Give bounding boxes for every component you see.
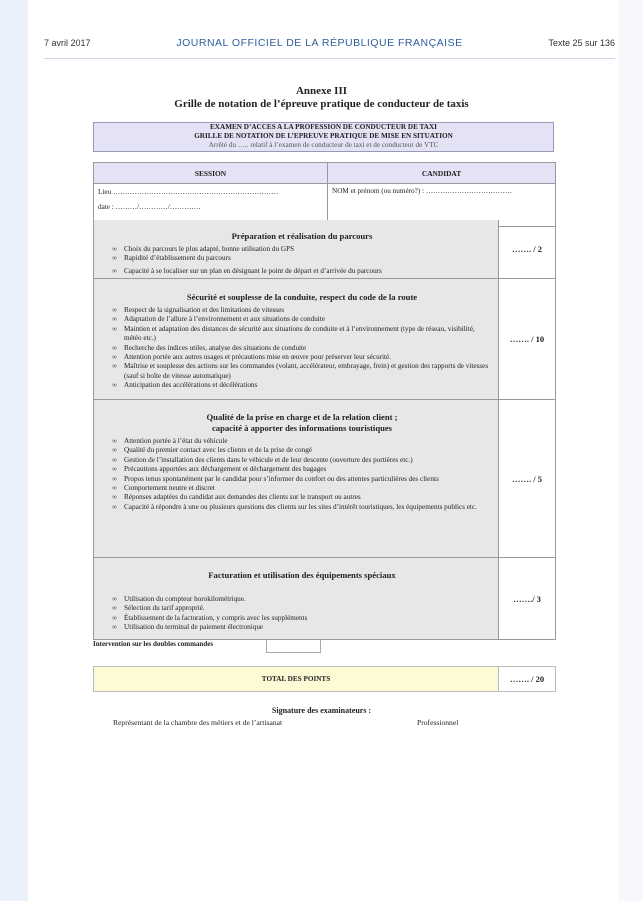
header-texte-number: Texte 25 sur 136 <box>548 38 615 48</box>
bullet-icon: ∞ <box>112 484 117 493</box>
list-item: ∞ Adaptation de l’allure à l’environnement et aux situations de conduite <box>112 315 325 324</box>
total-points-label: TOTAL DES POINTS <box>94 667 499 691</box>
criterion-title: Préparation et réalisation du parcours <box>231 231 373 241</box>
list-item: ∞ Rapidité d’établissement du parcours <box>112 254 231 263</box>
criterion-block-parcours <box>93 220 556 279</box>
exam-box-arrete: Arrêté du ….. relatif à l’examen de conducteur de taxi et de conducteur de VTC <box>208 141 439 149</box>
intervention-label: Intervention sur les doubles commandes <box>93 640 214 648</box>
list-item: ∞ Précautions apportées aux déchargement et déchargement des bagages <box>112 465 327 474</box>
criterion-score: ……./ 3 <box>513 593 541 604</box>
criterion-score: ……. / 10 <box>509 334 545 344</box>
criterion-description <box>94 279 499 399</box>
criterion-title: Facturation et utilisation des équipements spéciaux <box>208 570 396 580</box>
criterion-block-facturation <box>93 558 556 640</box>
criterion-title: Qualité de la prise en charge et de la relation client ; <box>206 412 398 422</box>
bullet-icon: ∞ <box>112 245 117 253</box>
bullet-icon: ∞ <box>112 493 117 502</box>
criterion-score: ……. / 2 <box>512 244 542 254</box>
intervention-box <box>266 640 321 653</box>
list-item: ∞ Sélection du tarif approprié. <box>112 604 205 613</box>
criterion-title: Sécurité et souplesse de la conduite, respect du code de la route <box>186 292 418 302</box>
bullet-icon: ∞ <box>112 446 117 455</box>
list-item: ∞ Attention portée à l’état du véhicule <box>112 437 228 445</box>
bullet-icon: ∞ <box>112 254 117 263</box>
lieu-field: Lieu …………………………………………………………… <box>98 188 279 196</box>
list-item: ∞ Respect de la signalisation et des limitations de vitesses <box>112 306 285 314</box>
session-candidate-table <box>93 162 556 227</box>
criterion-items <box>112 306 492 391</box>
criterion-title-group <box>112 412 492 434</box>
criterion-description <box>94 558 499 639</box>
annex-subtitle: Grille de notation de l’épreuve pratique de conducteur de taxis <box>174 98 469 110</box>
list-item: ∞ Capacité à répondre à une ou plusieurs questions des clients sur les sites d’intérêt touristiques, les équipements publics etc. <box>112 502 477 511</box>
bullet-icon: ∞ <box>112 502 117 511</box>
list-item: ∞ Utilisation du compteur horokilométrique. <box>112 595 246 603</box>
bullet-icon: ∞ <box>112 604 117 613</box>
list-item: ∞ Utilisation du terminal de paiement électronique <box>112 623 264 632</box>
list-item: ∞ Propos tenus spontanément par le candidat pour s’informer du confort ou des attentes particulières des clients <box>112 474 439 483</box>
criterion-description <box>94 220 499 278</box>
date-field: date : ………/…………/…………. <box>98 203 201 211</box>
list-item: ∞ Attention portée aux autres usages et précautions mise en œuvre pour préserver leur sécurité. <box>112 353 392 362</box>
list-item: ∞ Réponses adaptées du candidat aux demandes des clients sur le transport ou autres <box>112 493 361 502</box>
list-item: ∞ Capacité à se localiser sur un plan en désignant le point de départ et d’arrivée du parcours <box>112 266 382 275</box>
bullet-icon: ∞ <box>112 362 117 371</box>
criterion-block-securite <box>93 279 556 400</box>
criterion-items <box>112 437 492 512</box>
list-item: ∞ Recherche des indices utiles, analyse des situations de conduite <box>112 343 307 352</box>
right-margin-bar <box>619 0 643 901</box>
signature-right-label: Professionnel <box>417 718 459 727</box>
signature-left-label: Représentant de la chambre des métiers et de l’artisanat <box>113 718 283 727</box>
candidat-header: CANDIDAT <box>328 163 556 184</box>
bullet-icon: ∞ <box>112 343 117 352</box>
bullet-icon: ∞ <box>112 324 117 333</box>
bullet-icon: ∞ <box>112 437 117 445</box>
exam-box-line1: EXAMEN D’ACCES A LA PROFESSION DE CONDUCTEUR DE TAXI <box>210 123 437 131</box>
total-points-value: ……. / 20 <box>499 667 555 691</box>
left-margin-bar <box>0 0 28 901</box>
page-header <box>44 32 615 54</box>
candidate-name-field: NOM et prénom (ou numéro?) : ……………………………… <box>328 184 556 227</box>
list-item: ∞ Comportement neutre et discret <box>112 484 215 493</box>
criterion-items <box>112 595 492 633</box>
criterion-score: ……. / 5 <box>512 473 542 484</box>
list-item: ∞ Maîtrise et souplesse des actions sur les commandes (volant, accélérateur, embrayage, frein) et gestion des rapports de vitesses (sauf si boîte de vitesse automatique) <box>112 362 489 380</box>
criterion-items <box>112 245 492 276</box>
list-item: ∞ Anticipation des accélérations et décélérations <box>112 381 258 390</box>
bullet-icon: ∞ <box>112 474 117 483</box>
bullet-icon: ∞ <box>112 613 117 622</box>
bullet-icon: ∞ <box>112 315 117 324</box>
list-item: ∞ Choix du parcours le plus adapté, bonne utilisation du GPS <box>112 245 295 253</box>
list-item: ∞ Établissement de la facturation, y compris avec les suppléments <box>112 613 308 622</box>
bullet-icon: ∞ <box>112 381 117 390</box>
criterion-title-line2: capacité à apporter des informations touristiques <box>211 423 393 433</box>
criterion-block-relation-client <box>93 400 556 558</box>
signature-title: Signature des examinateurs : <box>271 706 372 715</box>
total-points-row <box>93 666 556 692</box>
annex-title: Annexe III <box>295 85 348 97</box>
exam-box-line2: GRILLE DE NOTATION DE L’EPREUVE PRATIQUE DE MISE EN SITUATION <box>194 132 453 140</box>
exam-header-box <box>93 122 554 152</box>
list-item: ∞ Maintien et adaptation des distances de sécurité aux situations de conduite et à l’environnement (type de réseau, visibilité, météo etc.) <box>112 324 475 343</box>
list-item: ∞ Gestion de l’installation des clients dans le véhicule et de leur descente (ouverture des portières etc.) <box>112 455 413 464</box>
header-journal-title: JOURNAL OFFICIEL DE LA RÉPUBLIQUE FRANÇAISE <box>176 37 463 49</box>
bullet-icon: ∞ <box>112 353 117 362</box>
bullet-icon: ∞ <box>112 595 117 603</box>
header-divider <box>44 58 615 59</box>
session-header: SESSION <box>94 163 328 184</box>
bullet-icon: ∞ <box>112 266 117 275</box>
bullet-icon: ∞ <box>112 465 117 474</box>
bullet-icon: ∞ <box>112 306 117 314</box>
list-item: ∞ Qualité du premier contact avec les clients et de la prise de congé <box>112 446 312 455</box>
header-date: 7 avril 2017 <box>44 38 91 48</box>
bullet-icon: ∞ <box>112 455 117 464</box>
bullet-icon: ∞ <box>112 623 117 632</box>
criterion-description <box>94 400 499 557</box>
